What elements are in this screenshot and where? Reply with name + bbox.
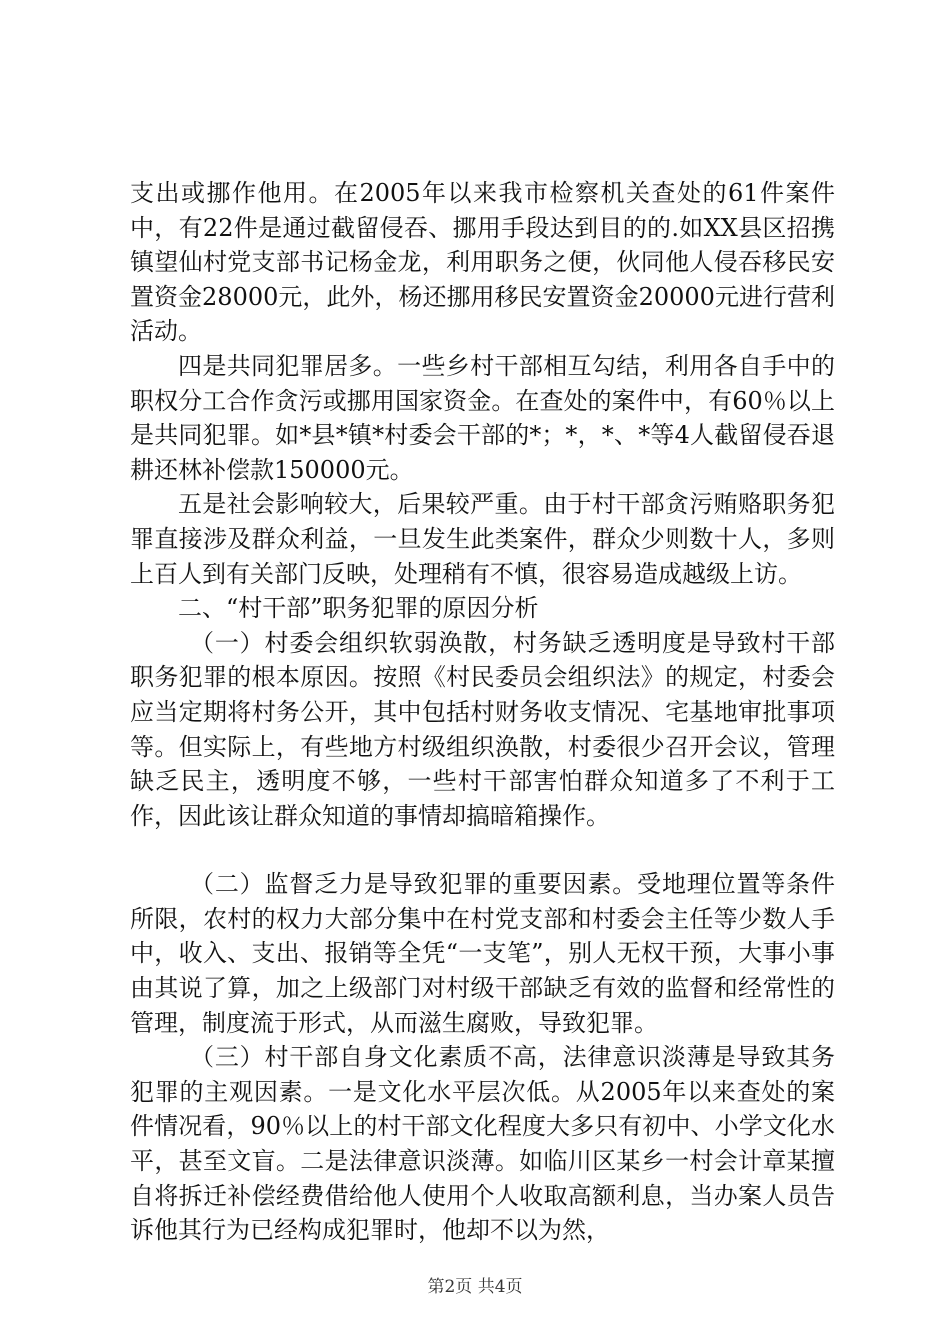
paragraph-cause-two: （二）监督乏力是导致犯罪的重要因素。受地理位置等条件所限，农村的权力大部分集中在村党支部和村委会主任等少数人手中，收入、支出、报销等全凭“一支笔”，别人无权干预，大事小事由其说了算，加之上级部门对村级干部缺乏有效的监督和经常性的管理，制度流于形式，从而滋生腐败，导致犯罪。	[130, 870, 835, 1037]
paragraph-gap	[130, 833, 835, 867]
paragraph-cause-three: （三）村干部自身文化素质不高，法律意识淡薄是导致其务犯罪的主观因素。一是文化水平层次低。从2005年以来查处的案件情况看，90％以上的村干部文化程度大多只有初中、小学文化水平，甚至文盲。二是法律意识淡薄。如临川区某乡一村会计章某擅自将拆迁补偿经费借给他人使用个人收取高额利息，当办案人员告诉他其行为已经构成犯罪时，他却不以为然，	[130, 1043, 835, 1245]
document-body	[130, 176, 835, 1248]
page-footer: 第2页 共4页	[427, 1277, 523, 1297]
paragraph-continuation: 支出或挪作他用。在2005年以来我市检察机关查处的61件案件中，有22件是通过截留侵吞、挪用手段达到目的的.如XX县区招携镇望仙村党支部书记杨金龙，利用职务之便，伙同他人侵吞移民安置资金28000元，此外，杨还挪用移民安置资金20000元进行营利活动。	[130, 179, 835, 346]
paragraph-point-five: 五是社会影响较大，后果较严重。由于村干部贪污贿赂职务犯罪直接涉及群众利益，一旦发生此类案件，群众少则数十人，多则上百人到有关部门反映，处理稍有不慎，很容易造成越级上访。	[130, 490, 835, 588]
paragraph-cause-one: （一）村委会组织软弱涣散，村务缺乏透明度是导致村干部职务犯罪的根本原因。按照《村民委员会组织法》的规定，村委会应当定期将村务公开，其中包括村财务收支情况、宅基地审批事项等。但实际上，有些地方村级组织涣散，村委很少召开会议，管理缺乏民主，透明度不够，一些村干部害怕群众知道多了不利于工作，因此该让群众知道的事情却搞暗箱操作。	[130, 628, 835, 830]
paragraph-point-four: 四是共同犯罪居多。一些乡村干部相互勾结，利用各自手中的职权分工合作贪污或挪用国家资金。在查处的案件中，有60％以上是共同犯罪。如*县*镇*村委会干部的*；*，*、*等4人截留侵吞退耕还林补偿款150000元。	[130, 351, 835, 484]
section-heading: 二、“村干部”职务犯罪的原因分析	[178, 594, 539, 623]
